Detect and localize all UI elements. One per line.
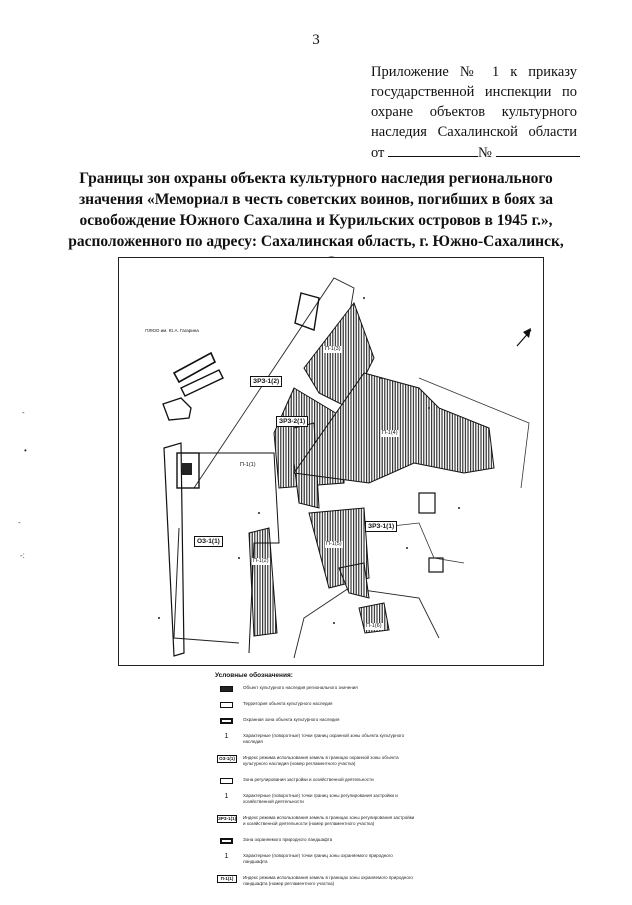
landscape-label-p14: П-1(4) <box>382 430 398 436</box>
survey-point <box>458 507 460 509</box>
legend-text: Объект культурного наследия регионального значения <box>243 685 358 690</box>
legend-item <box>215 875 415 897</box>
legend-item <box>215 733 415 755</box>
legend-item <box>215 853 415 875</box>
landscape-zone-p15b <box>339 563 369 598</box>
legend-text: Характерные (поворотные) точки границ охранной зоны объекта культурного наследия <box>243 733 405 744</box>
zone-map <box>118 257 544 666</box>
survey-point <box>158 617 160 619</box>
zone-label-zrz-1-1: ЗРЗ-1(1) <box>365 521 397 532</box>
legend-symbol-code: ЗРЗ-1(1) <box>218 816 237 821</box>
legend-item <box>215 815 415 837</box>
survey-point <box>406 547 408 549</box>
appendix-date-line <box>371 142 577 163</box>
building-outline <box>429 558 443 572</box>
appendix-line-1: Приложение № 1 к приказу <box>371 64 577 80</box>
margin-mark: -: <box>20 551 25 560</box>
legend-item <box>215 701 415 717</box>
building-outline <box>163 398 191 420</box>
landscape-label-p16: П-1(6) <box>366 623 382 629</box>
appendix-line-4: наследия Сахалинской области <box>371 124 577 140</box>
legend-item <box>215 777 415 793</box>
appendix-line-3: охране объектов культурного <box>371 104 577 120</box>
appendix-header <box>371 62 577 163</box>
number-blank <box>496 142 580 157</box>
legend-item <box>215 837 415 853</box>
appendix-from-label: от <box>371 145 385 161</box>
legend-text: Индекс режима использования земель в границах зоны регулирования застройки и хозяйственной деятельности (номер регламентного участка) <box>243 815 415 826</box>
zone-label-zrz-2-1: ЗРЗ-2(1) <box>276 416 308 427</box>
title-line-1: Границы зон охраны объекта культурного наследия регионального <box>79 170 553 187</box>
title-line-4: расположенного по адресу: Сахалинская область, г. Южно-Сахалинск, <box>68 233 564 250</box>
building-outline <box>174 353 215 382</box>
survey-point <box>333 622 335 624</box>
zone-label-zrz-1-2: ЗРЗ-1(2) <box>250 376 282 387</box>
legend-symbol-landscape-zone <box>220 838 233 844</box>
title-line-2: значения «Мемориал в честь советских воинов, погибших в боях за <box>78 191 554 208</box>
legend-text: Характерные (поворотные) точки границ зоны регулирования застройки и хозяйственной деятельности <box>243 793 398 804</box>
map-note: ПЛЮО им. Ю.А. Гагарина <box>145 328 199 333</box>
survey-point <box>428 407 430 409</box>
legend-symbol-point: 1 <box>224 733 229 740</box>
legend-item <box>215 793 415 815</box>
survey-point <box>238 557 240 559</box>
legend-text: Характерные (поворотные) точки границ зоны охраняемого природного ландшафта <box>243 853 393 864</box>
appendix-line-2: государственной инспекции по <box>371 84 577 100</box>
title-line-3: освобождение Южного Сахалина и Курильских островов в 1945 г.», <box>79 212 553 229</box>
legend-symbol-point: 1 <box>224 793 229 800</box>
margin-mark: - <box>22 408 25 417</box>
legend-title: Условные обозначения: <box>215 672 293 679</box>
legend-item <box>215 755 415 777</box>
date-blank <box>388 142 478 157</box>
building-outline <box>295 293 319 330</box>
margin-mark: - <box>18 518 21 527</box>
legend-symbol-protected-zone <box>220 718 233 724</box>
north-arrow-head <box>523 328 531 338</box>
page-number: 3 <box>312 32 320 48</box>
legend-text: Охранная зона объекта культурного наследия <box>243 717 340 722</box>
appendix-number-label: № <box>478 145 492 161</box>
legend-symbol-code: П-1(1) <box>217 875 237 883</box>
legend-symbol-object <box>220 686 233 692</box>
building-outline <box>181 370 223 396</box>
map-legend <box>215 672 415 897</box>
landscape-zone-p12 <box>249 528 277 636</box>
legend-text: Зона охраняемого природного ландшафта <box>243 837 333 842</box>
survey-point <box>380 377 382 379</box>
protected-zone-outline <box>164 443 184 656</box>
margin-mark: • <box>24 446 27 455</box>
map-drawing <box>119 258 543 665</box>
zone-label-oz-1-1: ОЗ-1(1) <box>194 536 223 547</box>
legend-item <box>215 685 415 701</box>
legend-symbol-point: 1 <box>224 853 229 860</box>
survey-point <box>363 297 365 299</box>
landscape-label-p13: П-1(3) <box>325 346 341 352</box>
building-outline <box>419 493 435 513</box>
legend-text: Зона регулирования застройки и хозяйственной деятельности <box>243 777 374 782</box>
legend-text: Территория объекта культурного наследия <box>243 701 333 706</box>
legend-symbol-code: ОЗ-1(1) <box>217 755 237 763</box>
landscape-label-p15: П-1(5) <box>326 541 342 547</box>
legend-symbol-regulation-zone <box>220 778 233 784</box>
survey-point <box>258 512 260 514</box>
landscape-label-p12: П-1(2) <box>253 558 269 564</box>
legend-symbol-territory <box>220 702 233 708</box>
legend-item <box>215 717 415 733</box>
legend-text: Индекс режима использования земель в границах зоны охраняемого природного ландшафта (номер регламентного участка) <box>243 875 413 886</box>
legend-text: Индекс режима использования земель в границах охранной зоны объекта культурного наследия (номер регламентного участка) <box>243 755 399 766</box>
monument-object <box>182 463 192 475</box>
landscape-label-p11: П-1(1) <box>240 462 256 468</box>
